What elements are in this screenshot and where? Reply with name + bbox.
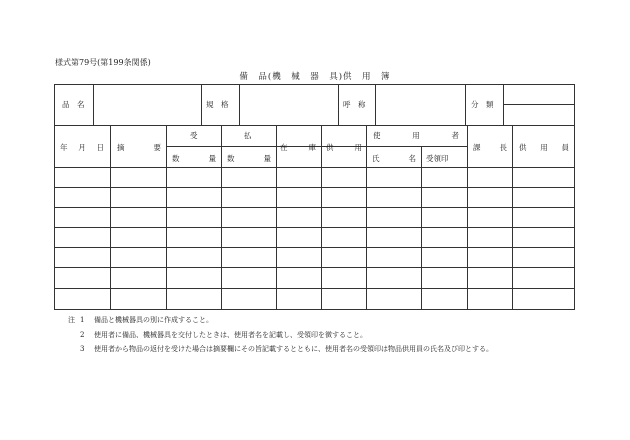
rule-h-row-5 xyxy=(55,267,574,268)
item-name-label: 品 名 xyxy=(62,100,85,109)
note-1: 注 1 備品と機械器具の別に作成すること。 xyxy=(68,313,493,328)
rule-v-use xyxy=(366,125,367,309)
section-chief-header: 課 長 xyxy=(473,143,507,152)
rule-v-paid xyxy=(276,125,277,309)
rule-v-category-start xyxy=(465,85,466,125)
rule-h-row-2 xyxy=(55,207,574,208)
rule-v-user xyxy=(467,125,468,309)
name-header: 氏 名 xyxy=(372,154,416,163)
rule-h-row-6 xyxy=(55,288,574,289)
note-2: 2 使用者に備品、機械器具を交付したときは、使用者名を記載し、受領印を徴すること。 xyxy=(80,330,367,339)
paid-out-header: 払 xyxy=(244,131,252,140)
date-header: 年 月 日 xyxy=(60,143,104,152)
rule-v-chief xyxy=(512,125,513,309)
notes xyxy=(68,313,493,357)
rule-h-row-3 xyxy=(55,227,574,228)
rule-v-call-start xyxy=(338,85,339,125)
rule-h-category-split xyxy=(503,104,574,105)
quantity-header-2: 数 量 xyxy=(227,154,271,163)
ledger-table xyxy=(54,84,575,310)
notes-label: 注 xyxy=(68,316,75,324)
rule-v-received xyxy=(221,125,222,309)
user-header: 使 用 者 xyxy=(373,131,459,140)
in-use-header: 供 用 xyxy=(326,143,362,152)
rule-v-date xyxy=(110,125,111,309)
rule-v-stock xyxy=(321,125,322,309)
rule-h-colhead-bottom xyxy=(55,167,574,168)
rule-v-summary xyxy=(166,125,167,309)
form-number: 様式第79号(第199条関係) xyxy=(55,58,151,67)
rule-v-category-label xyxy=(503,85,504,125)
ledger-title: 備 品(機 械 器 具)供 用 簿 xyxy=(239,72,391,82)
rule-v-name-label xyxy=(93,85,94,125)
rule-v-spec-start xyxy=(201,85,202,125)
category-label: 分 類 xyxy=(471,100,494,109)
call-name-label: 呼 称 xyxy=(343,100,366,109)
rule-h-row-1 xyxy=(55,187,574,188)
rule-h-row-4 xyxy=(55,247,574,248)
note-3: 3 使用者から物品の返付を受けた場合は摘要欄にその旨記載するとともに、使用者名の受領印は物品供用員の氏名及び印とする。 xyxy=(80,345,493,353)
quantity-header-1: 数 量 xyxy=(172,154,216,163)
rule-v-call-label xyxy=(375,85,376,125)
rule-h-header-bottom xyxy=(55,125,574,126)
spec-label: 規 格 xyxy=(206,100,229,109)
custodian-header: 供 用 員 xyxy=(519,143,569,152)
rule-v-spec-label xyxy=(239,85,240,125)
receipt-seal-header: 受領印 xyxy=(426,154,449,163)
summary-header: 摘 要 xyxy=(117,143,161,152)
received-header: 受 xyxy=(190,131,198,140)
rule-v-name-seal xyxy=(421,146,422,309)
in-stock-header: 在 庫 xyxy=(280,143,316,152)
